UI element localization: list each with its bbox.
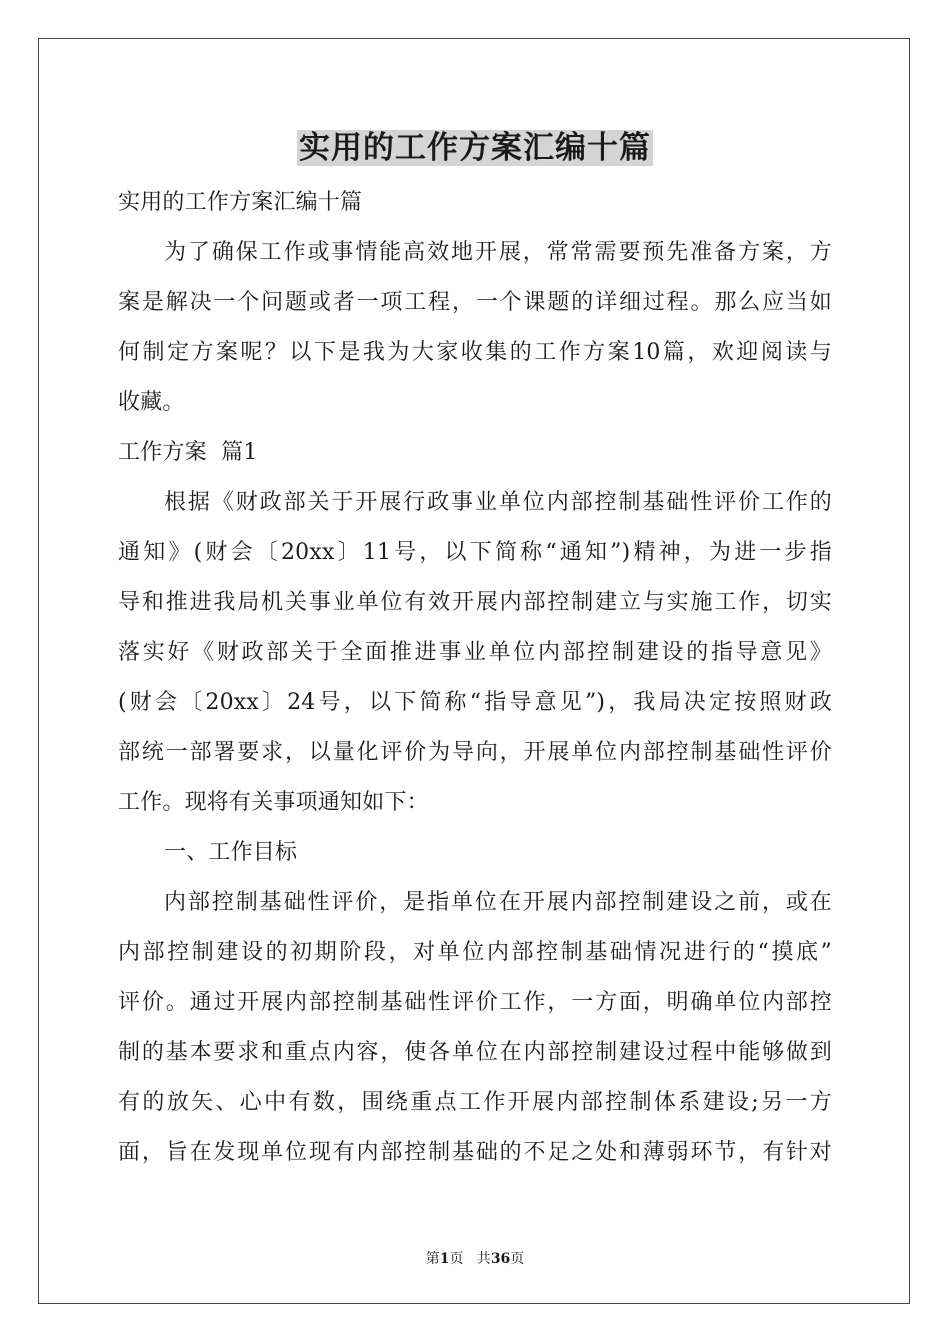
paragraph-line: 为了确保工作或事情能高效地开展，常常需要预先准备方案，方 [164,240,832,265]
paragraph-line: 部统一部署要求，以量化评价为导向，开展单位内部控制基础性评价 [118,740,832,765]
footer-mid: 页 共 [449,1251,491,1267]
paragraph-line: 何制定方案呢？以下是我为大家收集的工作方案10篇，欢迎阅读与 [118,340,832,365]
paragraph-line: 工作。现将有关事项通知如下： [118,790,429,815]
paragraph-line: 案是解决一个问题或者一项工程，一个课题的详细过程。那么应当如 [118,290,832,315]
paragraph-line: 制的基本要求和重点内容，使各单位在内部控制建设过程中能够做到 [118,1040,832,1065]
paragraph-line: 内部控制基础性评价，是指单位在开展内部控制建设之前，或在 [164,890,832,915]
footer-prefix: 第 [425,1251,440,1267]
paragraph-line: 面，旨在发现单位现有内部控制基础的不足之处和薄弱环节，有针对 [118,1140,832,1165]
section-heading: 工作方案 篇1 [118,440,258,465]
title-text: 实用的工作方案汇编十篇 [299,130,651,166]
paragraph-line: 导和推进我局机关事业单位有效开展内部控制建立与实施工作，切实 [118,590,832,615]
paragraph-line: 落实好《财政部关于全面推进事业单位内部控制建设的指导意见》 [118,640,832,665]
paragraph-line: 内部控制建设的初期阶段，对单位内部控制基础情况进行的“摸底” [118,940,832,965]
subtitle-line: 实用的工作方案汇编十篇 [118,190,363,215]
paragraph-line: 收藏。 [118,390,185,415]
paragraph-line: 评价。通过开展内部控制基础性评价工作，一方面，明确单位内部控 [118,990,832,1015]
document-title [0,128,950,168]
footer-suffix: 页 [510,1251,525,1267]
paragraph-line: 根据《财政部关于开展行政事业单位内部控制基础性评价工作的 [164,490,832,515]
footer-page-total: 36 [490,1251,511,1267]
footer-page-current: 1 [439,1251,450,1267]
paragraph-line: (财会〔20xx〕24号，以下简称“指导意见”)，我局决定按照财政 [118,690,832,715]
paragraph-line: 有的放矢、心中有数，围绕重点工作开展内部控制体系建设;另一方 [118,1090,832,1115]
document-body [118,178,832,1178]
paragraph-line: 通知》(财会〔20xx〕11号，以下简称“通知”)精神，为进一步指 [118,540,832,565]
page-footer [0,1248,950,1268]
subsection-heading: 一、工作目标 [164,840,298,865]
